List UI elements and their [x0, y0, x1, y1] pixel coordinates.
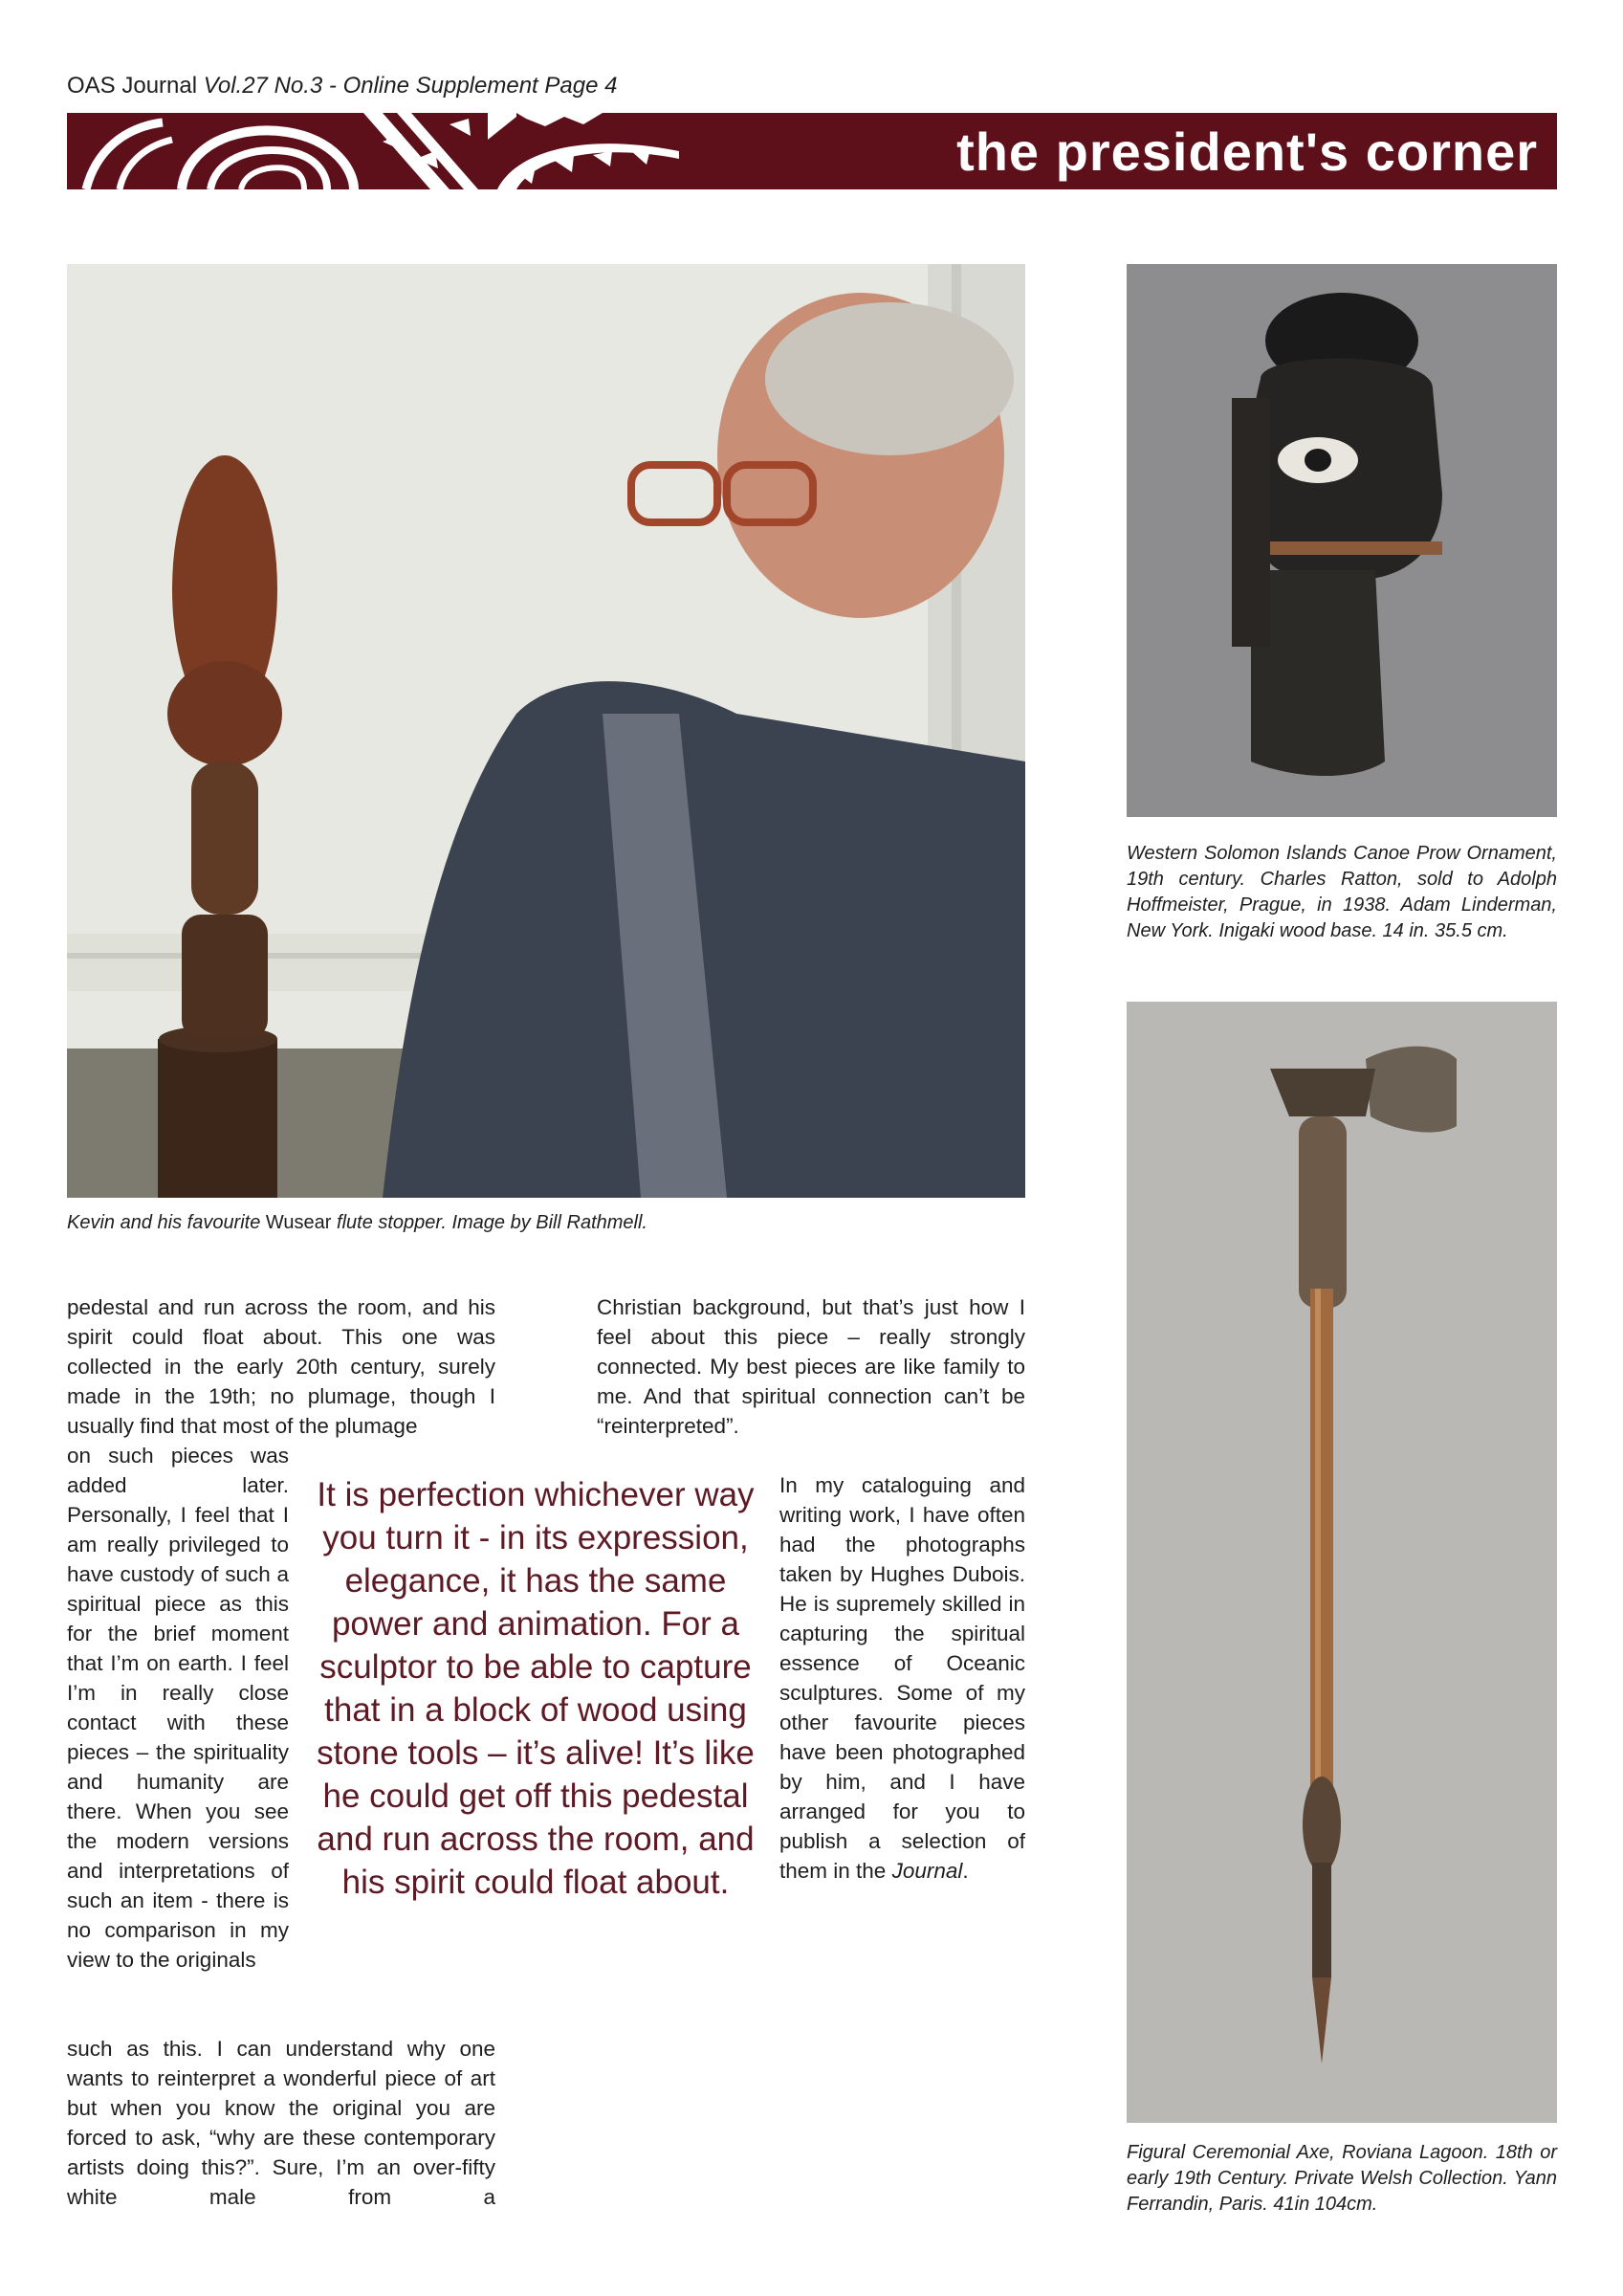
section-banner: [67, 113, 1557, 189]
ceremonial-axe-caption: Figural Ceremonial Axe, Roviana Lagoon. 18th or early 19th Century. Private Welsh Collection. Yann Ferrandin, Paris. 41in 104cm.: [1127, 2142, 1557, 2215]
running-head: [67, 73, 617, 99]
main-photo-caption-object: Wusear: [265, 1212, 332, 1233]
prow-ornament-caption: Western Solomon Islands Canoe Prow Ornament, 19th century. Charles Ratton, sold to Adolph Hoffmeister, Prague, in 1938. Adam Linderman, New York. Inigaki wood base. 14 in. 35.5 cm.: [1127, 843, 1557, 941]
ceremonial-axe-photo: [1127, 1002, 1557, 2123]
main-photo: [67, 264, 1025, 1198]
article-col2-wrap-end: .: [962, 1859, 969, 1883]
journal-name: OAS Journal: [67, 73, 204, 99]
journal-italic: Journal: [891, 1859, 963, 1883]
main-photo-caption-text: Kevin and his favourite: [67, 1212, 266, 1233]
main-photo-caption-credit: flute stopper. Image by Bill Rathmell.: [331, 1212, 647, 1233]
article-col2-top: Christian background, but that’s just how I feel about this piece – really strongly connected. My best pieces are like family to me. And that spiritual connection can’t be “reinterpreted”.: [597, 1295, 1025, 1438]
article-col1-top: pedestal and run across the room, and his spirit could float about. This one was collected in the early 20th century, surely made in the 19th; no plumage, though I usually find that most of the plumage: [67, 1295, 495, 1438]
pull-quote: It is perfection whichever way you turn it - in its expression, elegance, it has the same power and animation. For a sculptor to be able to capture that in a block of wood using stone tools – it’s alive! It’s like he could get off this pedestal and run across the room, and his spirit could float about.: [317, 1476, 755, 1901]
article-col1-wrap: on such pieces was added later. Personally, I feel that I am really privileged to have custody of such a spiritual piece as this for the brief moment that I’m on earth. I feel I’m in really close contact with these pieces – the spirituality and humanity are there. When you see the modern versions and interpretations of such an item - there is no comparison in my view to the originals: [67, 1444, 289, 1972]
article-col2-wrap: [779, 1470, 1025, 1886]
tribal-pattern-decoration: [67, 113, 756, 189]
issue-info: Vol.27 No.3 - Online Supplement Page 4: [203, 73, 618, 99]
main-photo-caption: [67, 1210, 1025, 1236]
article-col1-bottom: such as this. I can understand why one wants to reinterpret a wonderful piece of art but when you know the original you are forced to ask, “why are these contemporary artists doing this?”. Sure, I’m an over-fifty white male from a: [67, 2037, 495, 2209]
article-col2-wrap-text: In my cataloguing and writing work, I have often had the photographs taken by Hughes Dubois. He is supremely skilled in capturing the spiritual essence of Oceanic sculptures. Some of my other favourite pieces have been photographed by him, and I have arranged for you to publish a selection of them in the: [779, 1473, 1025, 1883]
prow-ornament-photo: [1127, 264, 1557, 817]
banner-title: the president's corner: [956, 121, 1538, 182]
